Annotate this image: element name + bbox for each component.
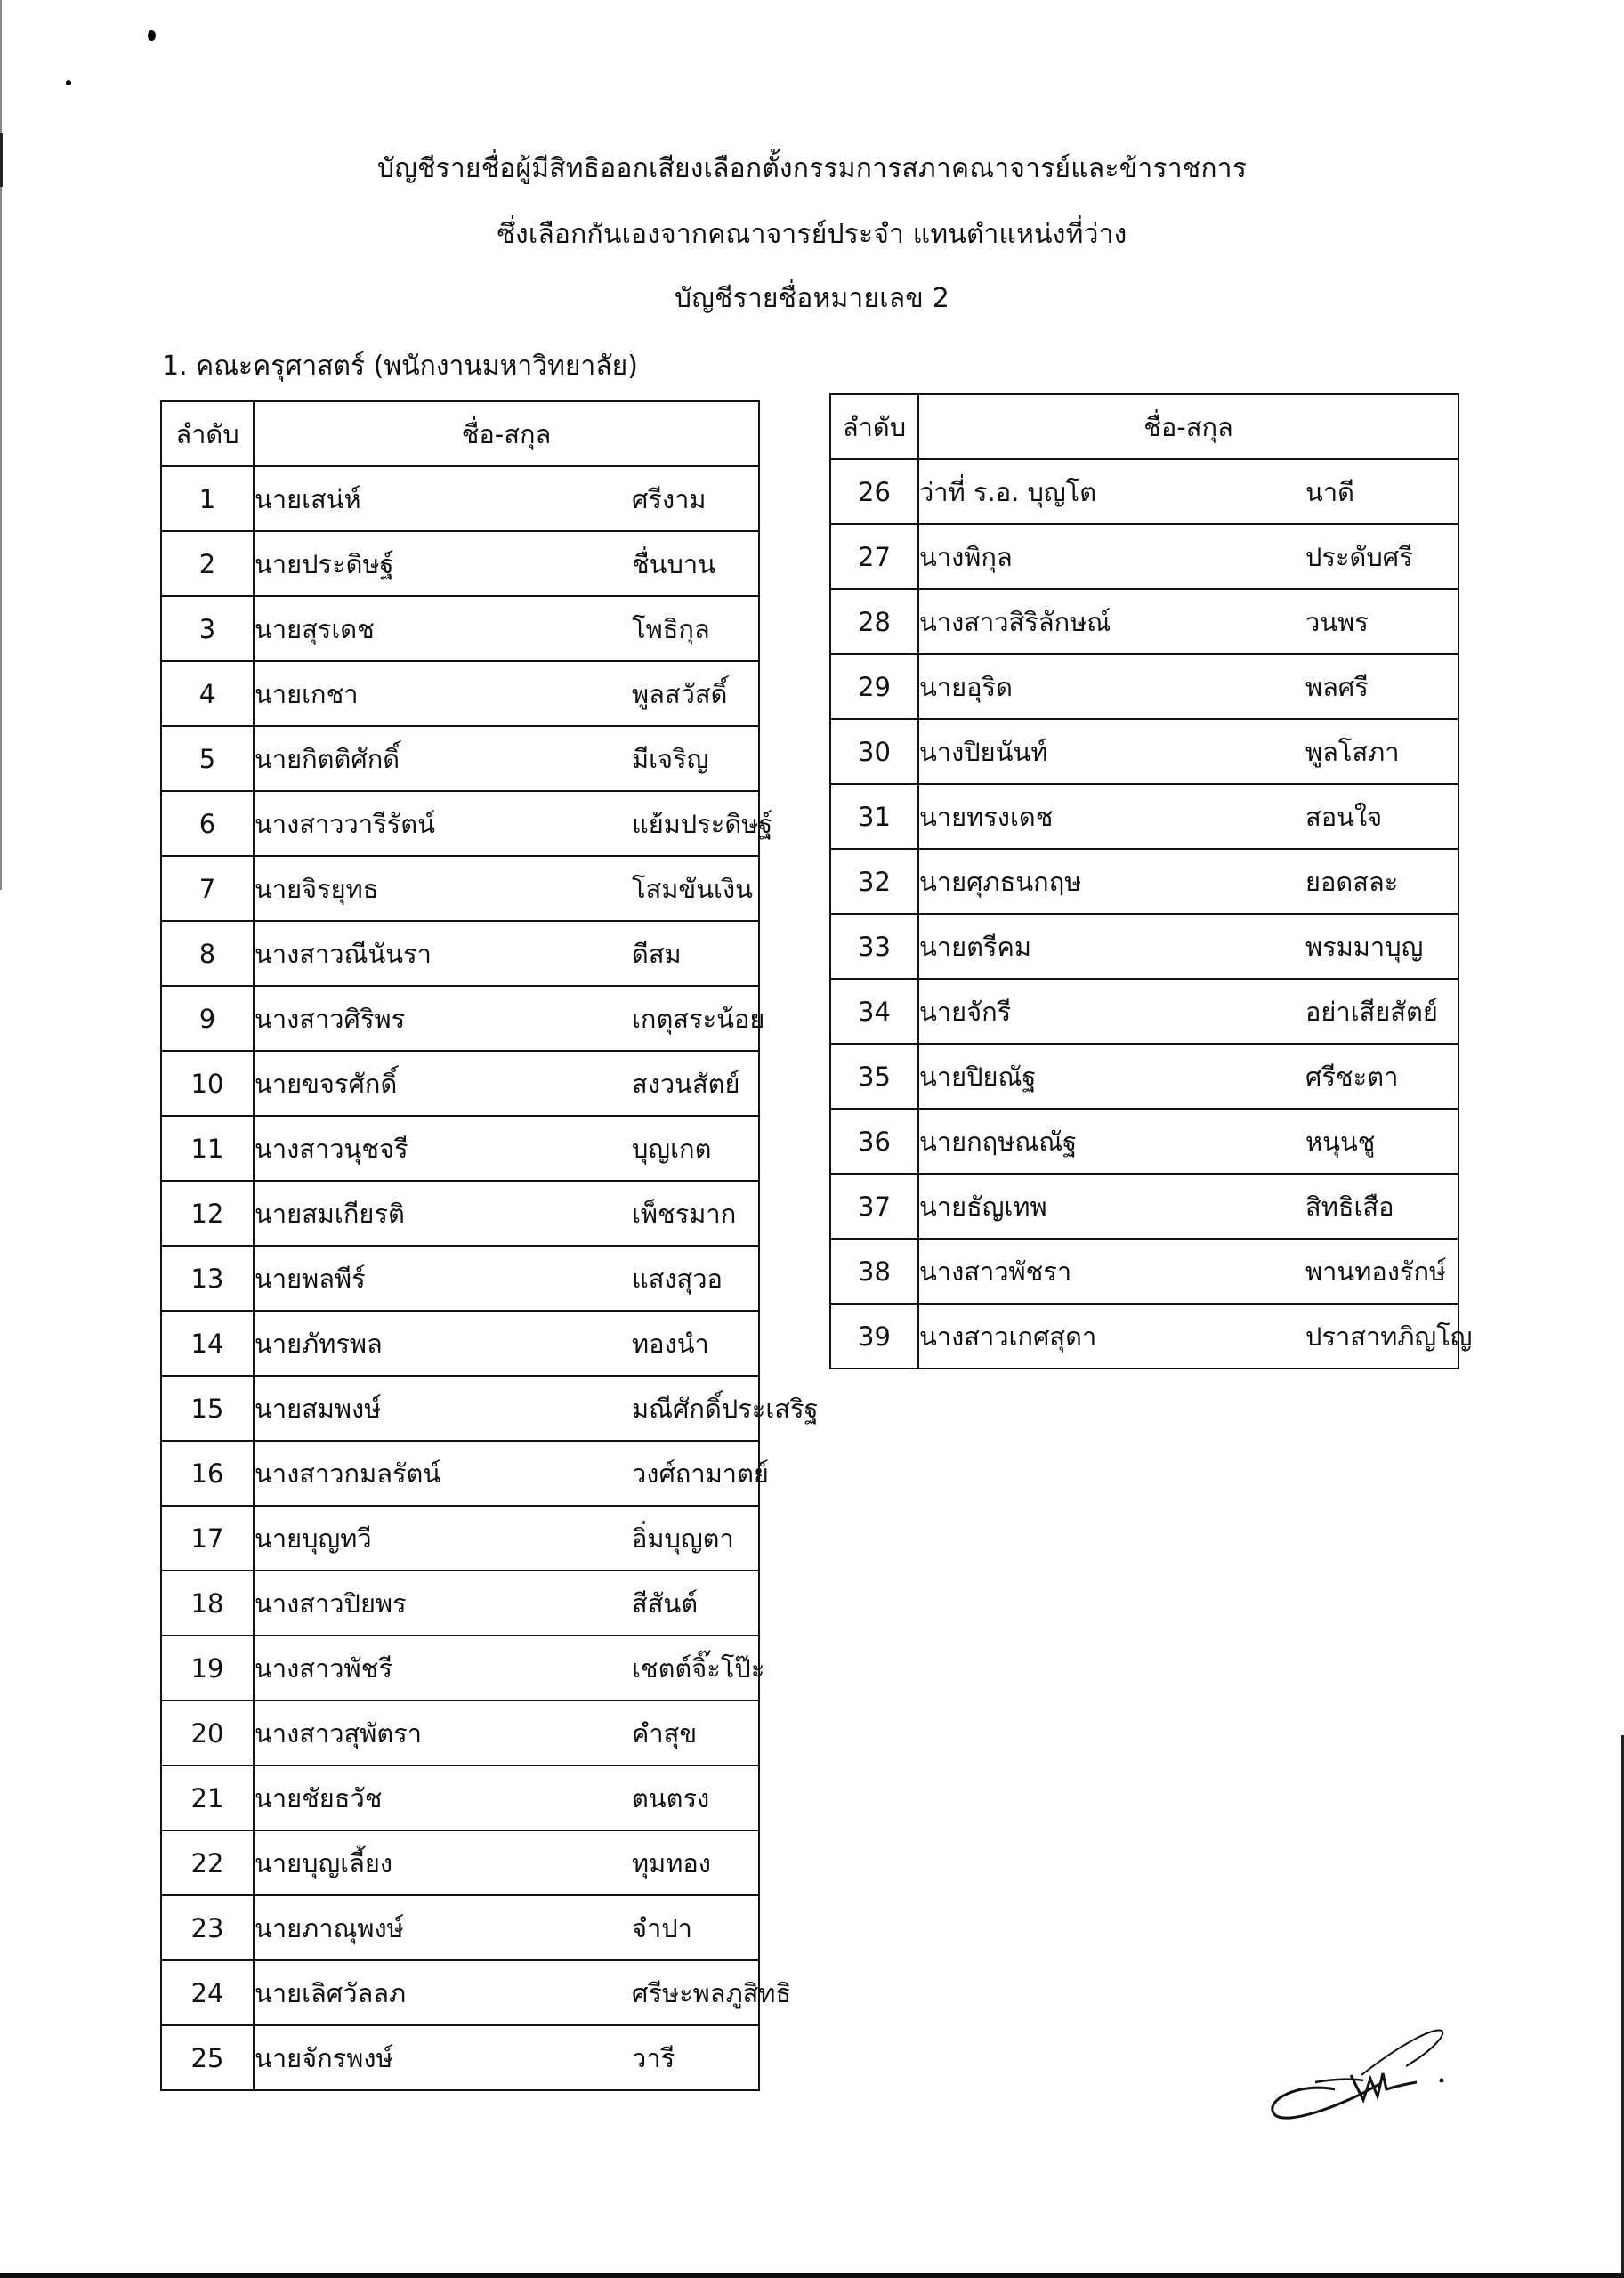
last-name: แย้มประดิษฐ์ [632, 808, 773, 839]
table-row [161, 661, 759, 726]
last-name: ศรีชะตา [1305, 1061, 1399, 1092]
full-name-cell [918, 654, 1458, 719]
scan-speck [148, 30, 156, 41]
full-name-cell [254, 1765, 759, 1830]
first-name: นายเสน่ห์ [255, 483, 361, 514]
table-row [830, 654, 1458, 719]
last-name: ตนตรง [632, 1782, 710, 1814]
full-name-cell [918, 589, 1458, 654]
table-row [161, 1506, 759, 1571]
voter-table-right [829, 393, 1473, 1369]
order-number: 14 [161, 1311, 254, 1376]
last-name: ดีสม [632, 938, 682, 969]
table-row [161, 1311, 759, 1376]
order-number: 23 [161, 1895, 254, 1960]
table-row [830, 1044, 1458, 1109]
voter-table-left [160, 400, 819, 2091]
last-name: สงวนสัตย์ [632, 1068, 740, 1099]
last-name: สีสันต์ [632, 1587, 699, 1619]
full-name-cell [918, 784, 1458, 849]
first-name: นายจักรี [919, 996, 1012, 1027]
full-name-cell [254, 1636, 765, 1700]
first-name: นายสุรเดช [255, 613, 375, 644]
full-name-cell [254, 1700, 759, 1765]
table-row [161, 1895, 759, 1960]
first-name: นายเลิศวัลลภ [255, 1977, 407, 2008]
first-name: นายประดิษฐ์ [255, 548, 394, 579]
document-title-line-1: บัญชีรายชื่อผู้มีสิทธิออกเสียงเลือกตั้งกรรมการสภาคณาจารย์และข้าราชการ [376, 153, 1248, 184]
first-name: นางสาวณีนันรา [255, 938, 432, 969]
last-name: มณีศักดิ์ประเสริฐ [632, 1393, 819, 1424]
order-number: 27 [830, 524, 918, 589]
full-name-cell [254, 2025, 759, 2090]
table-row [161, 596, 759, 661]
full-name-cell [918, 459, 1458, 524]
table-row [830, 849, 1458, 914]
header-full-name: ชื่อ-สกุล [254, 401, 759, 466]
document-title-line-2: ซึ่งเลือกกันเองจากคณาจารย์ประจำ แทนตำแหน่งที่ว่าง [497, 219, 1127, 250]
full-name-cell [254, 1441, 769, 1506]
last-name: วนพร [1305, 606, 1369, 637]
table-row [161, 1830, 759, 1895]
full-name-cell [254, 1051, 759, 1116]
full-name-cell [918, 1109, 1458, 1174]
full-name-cell [254, 466, 759, 531]
table-row [830, 1109, 1458, 1174]
first-name: นางสาวสุพัตรา [255, 1717, 423, 1749]
order-number: 39 [830, 1304, 918, 1369]
order-number: 38 [830, 1239, 918, 1304]
first-name: นางสาวพัชรี [255, 1652, 392, 1684]
document-title-line-3: บัญชีรายชื่อหมายเลข 2 [674, 283, 950, 314]
first-name: นางสาวศิริพร [255, 1003, 406, 1034]
last-name: อย่าเสียสัตย์ [1305, 996, 1438, 1027]
order-number: 37 [830, 1174, 918, 1239]
table-row [161, 1376, 759, 1441]
full-name-cell [918, 719, 1458, 784]
order-number: 25 [161, 2025, 254, 2090]
first-name: นายสมพงษ์ [255, 1393, 382, 1424]
table-row [161, 1051, 759, 1116]
order-number: 17 [161, 1506, 254, 1571]
table-row [161, 1765, 759, 1830]
full-name-cell [254, 531, 759, 596]
order-number: 11 [161, 1116, 254, 1181]
table-row [830, 979, 1458, 1044]
table-row [161, 1116, 759, 1181]
order-number: 16 [161, 1441, 254, 1506]
first-name: นายปิยณัฐ [919, 1061, 1037, 1092]
first-name: นางสาวกมลรัตน์ [255, 1458, 441, 1489]
header-order-number: ลำดับ [830, 394, 918, 459]
table-row [161, 2025, 759, 2090]
first-name: นายภัทรพล [255, 1328, 383, 1359]
order-number: 1 [161, 466, 254, 531]
table-row [161, 1441, 759, 1506]
table-row [161, 791, 759, 856]
full-name-cell [254, 1116, 759, 1181]
order-number: 34 [830, 979, 918, 1044]
first-name: นายจิรยุทธ [255, 873, 379, 904]
order-number: 29 [830, 654, 918, 719]
full-name-cell [254, 726, 759, 791]
full-name-cell [254, 596, 759, 661]
table-row [161, 726, 759, 791]
scan-speck [66, 80, 71, 85]
header-full-name: ชื่อ-สกุล [918, 394, 1458, 459]
order-number: 6 [161, 791, 254, 856]
last-name: คำสุข [632, 1717, 698, 1749]
last-name: เชตต์จิ๊ะโป๊ะ [632, 1652, 765, 1684]
first-name: นางสาวปิยพร [255, 1587, 407, 1619]
order-number: 15 [161, 1376, 254, 1441]
order-number: 21 [161, 1765, 254, 1830]
full-name-cell [254, 1181, 759, 1246]
last-name: ประดับศรี [1305, 541, 1413, 572]
order-number: 32 [830, 849, 918, 914]
first-name: นายศุภธนกฤษ [919, 866, 1082, 897]
table-row [161, 921, 759, 986]
order-number: 5 [161, 726, 254, 791]
order-number: 19 [161, 1636, 254, 1700]
first-name: นายธัญเทพ [919, 1191, 1047, 1222]
last-name: โพธิกุล [632, 613, 710, 644]
last-name: จำปา [632, 1912, 692, 1943]
last-name: พูลโสภา [1305, 736, 1400, 767]
order-number: 4 [161, 661, 254, 726]
table-row [161, 1636, 759, 1700]
table-row [830, 1304, 1458, 1369]
first-name: นายอุริด [919, 671, 1013, 702]
section-heading: 1. คณะครุศาสตร์ (พนักงานมหาวิทยาลัย) [162, 351, 638, 382]
table-header-row [161, 401, 759, 466]
full-name-cell [254, 1246, 759, 1311]
order-number: 3 [161, 596, 254, 661]
order-number: 33 [830, 914, 918, 979]
full-name-cell [918, 1239, 1458, 1304]
first-name: นายตรีคม [919, 931, 1032, 962]
last-name: สิทธิเสือ [1305, 1191, 1394, 1222]
order-number: 24 [161, 1960, 254, 2025]
last-name: พานทองรักษ์ [1305, 1256, 1447, 1287]
first-name: นายกฤษณณัฐ [919, 1126, 1078, 1157]
full-name-cell [254, 1960, 792, 2025]
full-name-cell [254, 1830, 759, 1895]
last-name: เพ็ชรมาก [632, 1198, 737, 1229]
first-name: นายบุญทวี [255, 1523, 372, 1554]
last-name: บุญเกต [632, 1133, 712, 1164]
table-row [161, 1700, 759, 1765]
full-name-cell [254, 986, 765, 1051]
order-number: 8 [161, 921, 254, 986]
last-name: ศรีงาม [632, 483, 707, 514]
first-name: ว่าที่ ร.อ. บุญโต [919, 476, 1097, 507]
order-number: 26 [830, 459, 918, 524]
last-name: พลศรี [1305, 671, 1369, 702]
first-name: นายภาณุพงษ์ [255, 1912, 404, 1943]
table-row [830, 1174, 1458, 1239]
first-name: นายเกชา [255, 678, 359, 709]
order-number: 13 [161, 1246, 254, 1311]
last-name: ยอดสละ [1305, 866, 1399, 897]
last-name: อิ่มบุญตา [632, 1523, 734, 1554]
order-number: 10 [161, 1051, 254, 1116]
last-name: พูลสวัสดิ์ [632, 678, 728, 709]
last-name: ทองนำ [632, 1328, 709, 1359]
full-name-cell [254, 1571, 759, 1636]
full-name-cell [918, 524, 1458, 589]
last-name: โสมขันเงิน [632, 873, 753, 904]
table-row [830, 459, 1458, 524]
full-name-cell [254, 1895, 759, 1960]
table-row [161, 1181, 759, 1246]
last-name: เกตุสระน้อย [632, 1003, 765, 1034]
last-name: ปราสาทภิญโญ [1305, 1321, 1473, 1352]
first-name: นางพิกุล [919, 541, 1013, 572]
first-name: นายสมเกียรติ [255, 1198, 405, 1229]
order-number: 7 [161, 856, 254, 921]
table-row [161, 531, 759, 596]
table-row [830, 1239, 1458, 1304]
first-name: นางสาวนุชจรี [255, 1133, 408, 1164]
full-name-cell [254, 1311, 759, 1376]
full-name-cell [254, 1376, 819, 1441]
first-name: นางปิยนันท์ [919, 736, 1048, 767]
last-name: ชื่นบาน [632, 548, 716, 579]
order-number: 35 [830, 1044, 918, 1109]
table-row [161, 1960, 759, 2025]
last-name: มีเจริญ [632, 743, 709, 774]
order-number: 22 [161, 1830, 254, 1895]
first-name: นายบุญเลี้ยง [255, 1847, 393, 1878]
first-name: นางสาวสิริลักษณ์ [919, 606, 1111, 637]
order-number: 2 [161, 531, 254, 596]
full-name-cell [918, 979, 1458, 1044]
first-name: นายจักรพงษ์ [255, 2042, 393, 2073]
table-row [161, 986, 759, 1051]
table-row [830, 914, 1458, 979]
full-name-cell [918, 849, 1458, 914]
order-number: 20 [161, 1700, 254, 1765]
table-row [830, 589, 1458, 654]
table-row [830, 719, 1458, 784]
full-name-cell [254, 856, 759, 921]
full-name-cell [254, 661, 759, 726]
order-number: 28 [830, 589, 918, 654]
table-row [161, 1571, 759, 1636]
table-row [161, 856, 759, 921]
full-name-cell [918, 914, 1458, 979]
first-name: นายกิตติศักดิ์ [255, 743, 400, 774]
table-row [830, 524, 1458, 589]
header-order-number: ลำดับ [161, 401, 254, 466]
table-header-row [830, 394, 1458, 459]
full-name-cell [918, 1304, 1473, 1369]
last-name: หนุนชู [1305, 1126, 1376, 1157]
full-name-cell [254, 921, 759, 986]
first-name: นายขจรศักดิ์ [255, 1068, 398, 1099]
full-name-cell [254, 1506, 759, 1571]
order-number: 18 [161, 1571, 254, 1636]
order-number: 30 [830, 719, 918, 784]
first-name: นางสาวพัชรา [919, 1256, 1072, 1287]
scan-edge-bottom [0, 2273, 1624, 2278]
last-name: นาดี [1305, 476, 1354, 507]
last-name: แสงสุวอ [632, 1263, 723, 1294]
last-name: ศรีษะพลภูสิทธิ [632, 1977, 792, 2008]
order-number: 9 [161, 986, 254, 1051]
last-name: สอนใจ [1305, 801, 1383, 832]
last-name: ทุมทอง [632, 1847, 711, 1878]
last-name: วงศ์ถามาตย์ [632, 1458, 769, 1489]
first-name: นายพลพีร์ [255, 1263, 366, 1294]
table-row [161, 1246, 759, 1311]
table-row [161, 466, 759, 531]
order-number: 12 [161, 1181, 254, 1246]
order-number: 36 [830, 1109, 918, 1174]
first-name: นางสาวเกศสุดา [919, 1321, 1097, 1352]
first-name: นายชัยธวัช [255, 1782, 383, 1814]
table-row [830, 784, 1458, 849]
last-name: วารี [632, 2042, 675, 2073]
last-name: พรมมาบุญ [1305, 931, 1424, 962]
full-name-cell [918, 1174, 1458, 1239]
first-name: นายทรงเดช [919, 801, 1054, 832]
order-number: 31 [830, 784, 918, 849]
full-name-cell [918, 1044, 1458, 1109]
signature-icon [1264, 2020, 1477, 2130]
first-name: นางสาววารีรัตน์ [255, 808, 435, 839]
full-name-cell [254, 791, 773, 856]
